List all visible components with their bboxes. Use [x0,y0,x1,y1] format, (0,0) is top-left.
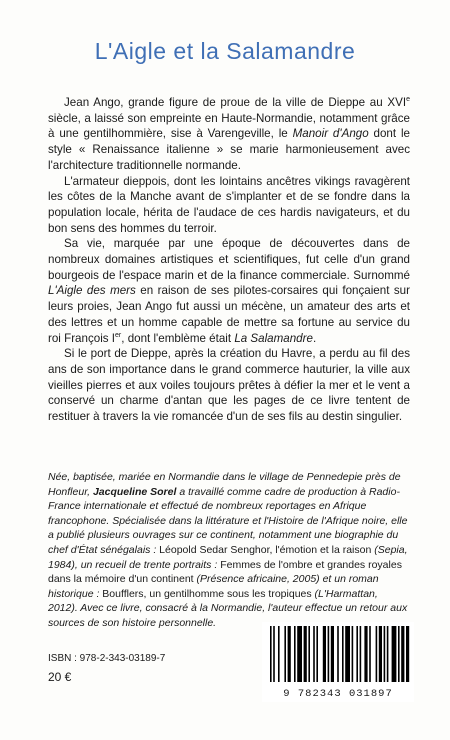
author-name: Jacqueline Sorel [92,485,177,498]
barcode-bar [294,626,296,682]
barcode-bar [392,626,397,682]
bio-paragraph [48,470,410,631]
barcode-bar [376,626,378,682]
text-run: , dont l'emblème était [121,331,235,345]
barcode-bar [304,626,307,682]
text-run: siècle, a laissé son empreinte en Haute-Normandie, notamment grâce à une gentilhommière, sise à Varengeville, le [48,111,410,141]
price-label: 20 € [48,670,72,684]
barcode-bar [406,626,409,682]
text-run: (Présence africaine, 2005) et un roman historique : [48,573,379,600]
barcode-bar [337,626,339,682]
superscript: er [115,331,122,339]
text-run: a travaillé comme cadre de production à Radio-France internationale et effectué de nombreux reportages en Afrique francophone. Spécialisée dans la littérature et l'Histoire de l'Afrique noire, elle a publié plusieurs ouvrages sur ce continent, notamment une biographie du chef d'État sénégalais : [48,485,408,556]
barcode-bar [384,626,386,682]
italic-title: La Salamandre [234,331,313,345]
barcode-bar [278,626,280,682]
text-run: dont le style « Renaissance italienne » se marie harmonieusement avec l'architecture traditionnelle normande. [48,127,410,172]
text-run: Jean Ango, grande figure de proue de la ville de Dieppe au XVI [64,96,407,109]
barcode-bars [262,622,414,686]
text-run: Née, baptisée, mariée en Normandie dans le village de Pennedepie près de Honfleur, [48,471,401,498]
barcode-bar [328,626,330,682]
barcode-bar [360,626,362,682]
summary-paragraph-4: Si le port de Dieppe, après la création du Havre, a perdu au fil des ans de son importance dans le grand commerce hauturier, la ville aux vieilles pierres et aux voiles toujours prêtes à défier la mer et le vent a conservé un charme d'antan que les pages de ce livre tentent de restituer à travers la vie romancée d'un de ses fils au destin singulier. [48,347,410,424]
barcode-bar [297,626,302,682]
barcode-bar [308,626,310,682]
barcode-bar [342,626,344,682]
book-reference: Boufflers, un gentilhomme sous les tropiques [102,587,312,600]
book-title: L'Aigle et la Salamandre [94,38,356,64]
author-biography [48,470,410,631]
summary-paragraph-1 [48,95,410,174]
barcode-bar [398,626,400,682]
barcode-bar [387,626,389,682]
barcode-bar [401,626,404,682]
summary-paragraph-3 [48,236,410,346]
barcode-bar [270,626,272,682]
barcode-bar [273,626,275,682]
barcode-bar [352,626,354,682]
barcode-bar [345,626,350,682]
text-run: (Sepia, 1984), un recueil de trente portraits : [48,543,408,571]
barcode-bar [313,626,315,682]
barcode-bar [369,626,371,682]
barcode-bar [379,626,382,682]
italic-title: Manoir d'Ango [292,127,369,141]
text-run: . [312,331,317,345]
text-run: (L'Harmattan, 2012). Avec ce livre, consacré à la Normandie, l'auteur effectue un retour aux sources de son histoire personnelle. [48,587,408,629]
barcode [262,622,414,702]
summary-paragraph-2: L'armateur dieppois, dont les lointains ancêtres vikings ravagèrent les côtes de la Manche avant de s'implanter et de se fondre dans la population locale, hérita de l'audace de ces hardis navigateurs, et du bon sens des hommes du terroir. [48,174,410,235]
text-run: Sa vie, marquée par une époque de découvertes dans de nombreux domaines artistiques et scientifiques, fut celle d'un grand bourgeois de l'espace marin et de la finance commerciale. Surnommé [48,237,410,282]
italic-title: L'Aigle des mers [48,284,136,298]
barcode-bar [316,626,318,682]
text-run: en raison de ses pilotes-corsaires qui fonçaient sur leurs proies, Jean Ango fut aussi un mécène, un amateur des arts et des lettres et un homme capable de mettre sa fortune au service du roi François I [48,284,410,345]
barcode-bar [284,626,286,682]
barcode-number: 9 782343 031897 [283,688,393,700]
back-cover-summary [48,95,410,425]
superscript: e [406,96,410,104]
book-reference: Léopold Sedar Senghor, l'émotion et la raison [159,543,372,556]
barcode-bar [288,626,291,682]
book-reference: Femmes de l'ombre et grandes royales dans la mémoire d'un continent [48,558,402,586]
barcode-bar [323,626,326,682]
barcode-bar [356,626,358,682]
barcode-bar [364,626,367,682]
barcode-bar [331,626,334,682]
isbn-label: ISBN : 978-2-343-03189-7 [48,653,166,664]
